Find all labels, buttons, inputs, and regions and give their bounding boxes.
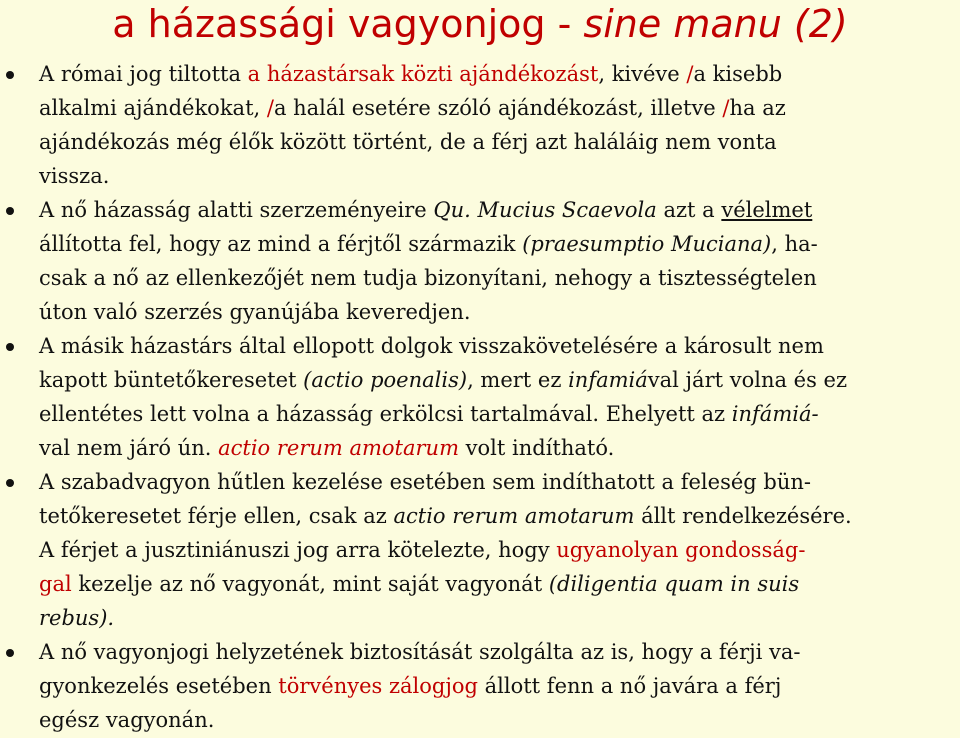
text-segment: (diligentia quam in suis [548, 572, 800, 596]
bullet-line [39, 499, 960, 533]
text-segment: / [266, 96, 274, 120]
text-segment: kapott büntetőkeresetet [39, 368, 304, 392]
text-segment: infámiá- [731, 402, 819, 426]
text-segment: A nő vagyonjogi helyzetének biztosítását szolgálta az is, hogy a férji va- [39, 640, 801, 664]
bullet-line [39, 57, 960, 91]
text-segment: vissza. [39, 164, 110, 188]
bullet-dot-icon [6, 207, 14, 215]
text-segment: kezelje az nő vagyonát, mint saját vagyonát [71, 572, 549, 596]
bullet-line [39, 91, 960, 125]
text-segment: / [722, 96, 730, 120]
bullet-line [39, 397, 960, 431]
text-segment: úton való szerzés gyanújába keveredjen. [39, 300, 471, 324]
text-segment: törvényes zálogjog [278, 674, 478, 698]
bullet-line [39, 431, 960, 465]
slide-title [0, 0, 960, 48]
text-segment: a halál esetére szóló ajándékozást, illetve [273, 96, 723, 120]
text-segment: vélelmet [721, 198, 813, 222]
bullet-line [39, 601, 960, 635]
bullet-line [39, 295, 960, 329]
bullet-dot-icon [6, 649, 14, 657]
bullet-item [0, 465, 960, 635]
bullet-dot-icon [6, 479, 14, 487]
text-segment: (praesumptio Muciana) [522, 232, 772, 256]
bullet-line [39, 159, 960, 193]
text-segment: a házastársak közti ajándékozást [247, 62, 599, 86]
text-segment: csak a nő az ellenkezőjét nem tudja bizonyítani, nehogy a tisztességtelen [39, 266, 817, 290]
text-segment: val nem járó ún. [39, 436, 219, 460]
text-segment: azt a [656, 198, 722, 222]
bullet-item [0, 635, 960, 737]
text-segment: A másik házastárs által ellopott dolgok visszakövetelésére a károsult nem [39, 334, 824, 358]
bullet-line [39, 261, 960, 295]
text-segment: val járt volna és ez [647, 368, 848, 392]
bullet-line [39, 329, 960, 363]
bullet-dot-icon [6, 343, 14, 351]
text-segment: A nő házasság alatti szerzeményeire [39, 198, 434, 222]
slide-title-main: a házassági vagyonjog - [112, 2, 584, 46]
bullet-line [39, 125, 960, 159]
text-segment: infamiá [568, 368, 648, 392]
bullet-line [39, 193, 960, 227]
text-segment: , kivéve [598, 62, 687, 86]
text-segment: actio rerum amotarum [393, 504, 635, 528]
text-segment: a kisebb [693, 62, 783, 86]
bullet-line [39, 567, 960, 601]
text-segment: alkalmi ajándékokat, [39, 96, 267, 120]
text-segment: állott fenn a nő javára a férj [477, 674, 782, 698]
slide-title-italic: sine manu (2) [583, 2, 848, 46]
bullet-dot-icon [6, 71, 14, 79]
text-segment: / [686, 62, 694, 86]
text-segment: gal [39, 572, 72, 596]
text-segment: tetőkeresetet férje ellen, csak az [39, 504, 394, 528]
bullet-line [39, 533, 960, 567]
bullet-item [0, 57, 960, 193]
text-segment: , ha- [771, 232, 818, 256]
bullet-line [39, 669, 960, 703]
bullet-line [39, 465, 960, 499]
bullet-list [0, 57, 960, 737]
text-segment: , mert ez [467, 368, 569, 392]
text-segment: (actio poenalis) [303, 368, 468, 392]
text-segment: gyonkezelés esetében [39, 674, 279, 698]
text-segment: ellentétes lett volna a házasság erkölcsi tartalmával. Ehelyett az [39, 402, 732, 426]
bullet-line [39, 703, 960, 737]
text-segment: egész vagyonán. [39, 708, 215, 732]
text-segment: A férjet a jusztiniánuszi jog arra kötelezte, hogy [39, 538, 557, 562]
bullet-item [0, 193, 960, 329]
text-segment: rebus). [39, 606, 115, 630]
text-segment: A római jog tiltotta [39, 62, 248, 86]
text-segment: actio rerum amotarum [218, 436, 459, 460]
text-segment: ha az [729, 96, 786, 120]
bullet-item [0, 329, 960, 465]
text-segment: Qu. Mucius Scaevola [433, 198, 657, 222]
text-segment: állt rendelkezésére. [634, 504, 852, 528]
bullet-line [39, 635, 960, 669]
bullet-line [39, 363, 960, 397]
bullet-line [39, 227, 960, 261]
text-segment: ajándékozás még élők között történt, de a férj azt haláláig nem vonta [39, 130, 777, 154]
text-segment: A szabadvagyon hűtlen kezelése esetében sem indíthatott a feleség bün- [39, 470, 811, 494]
text-segment: állította fel, hogy az mind a férjtől származik [39, 232, 523, 256]
text-segment: ugyanolyan gondosság- [556, 538, 806, 562]
text-segment: volt indítható. [459, 436, 615, 460]
